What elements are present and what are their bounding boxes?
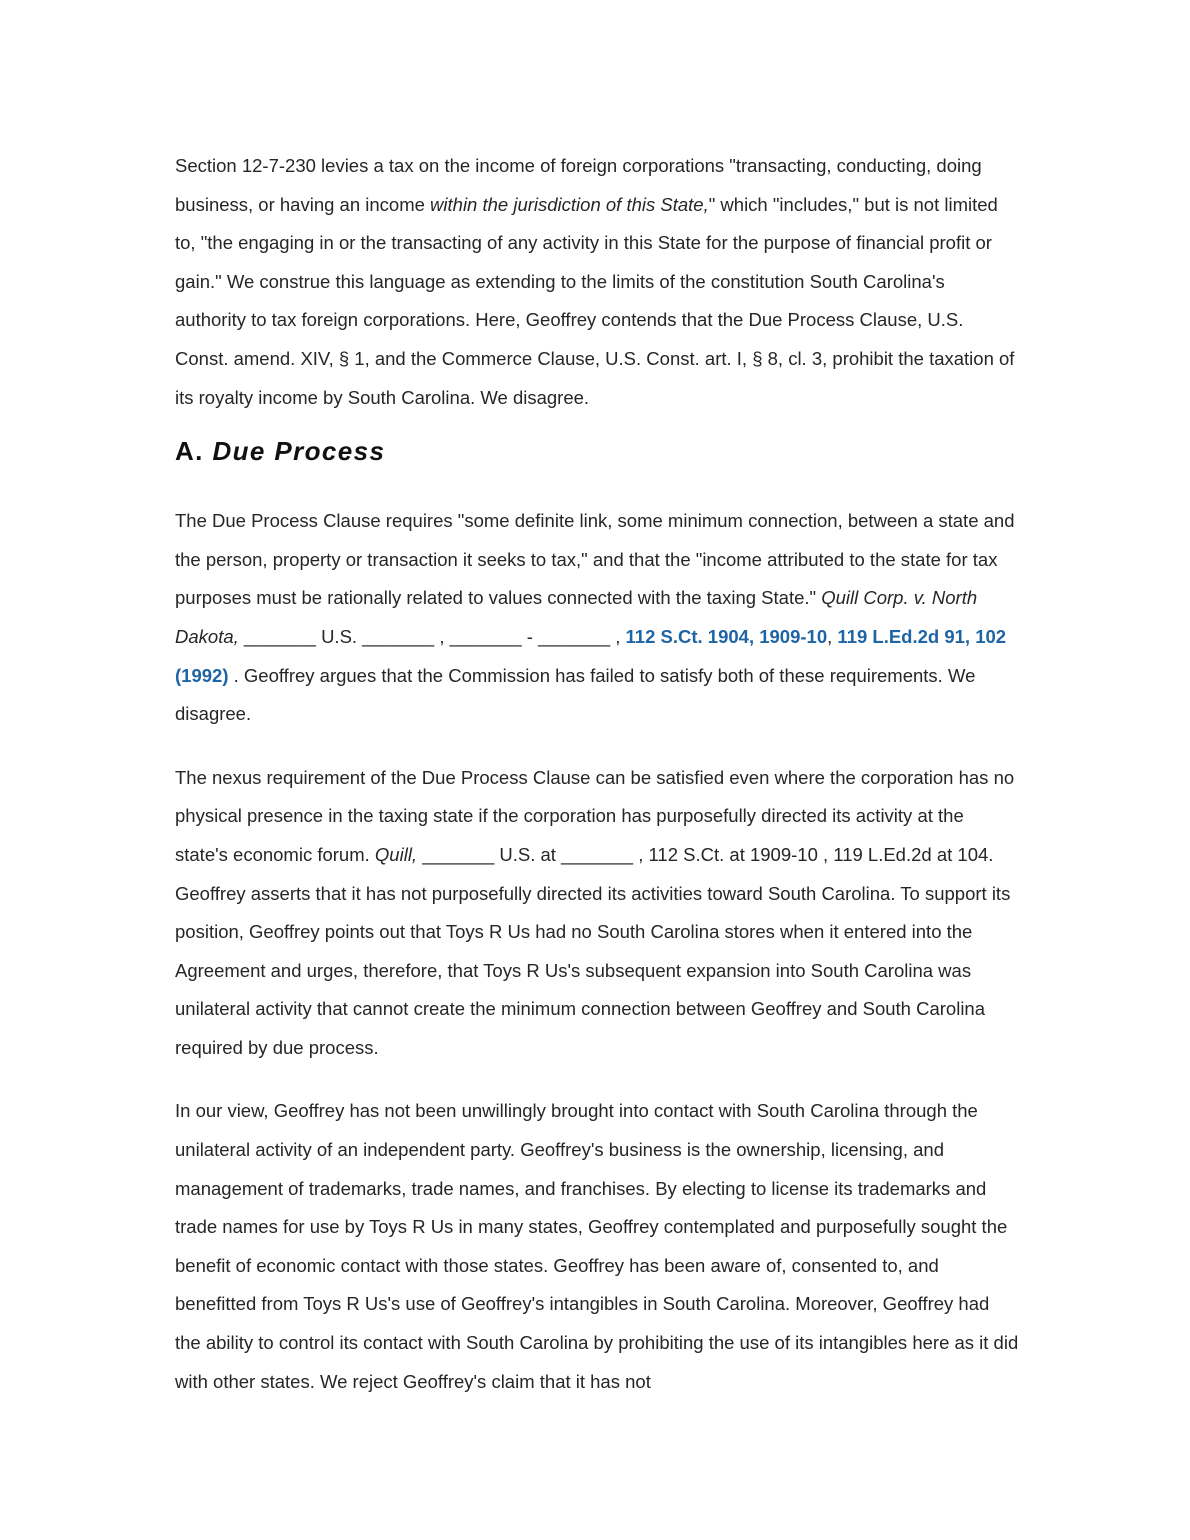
paragraph-text: _______ U.S. at _______ , 112 S.Ct. at 1909-10 , 119 L.Ed.2d at 104. Geoffrey asserts that it has not purposefully directed its activities toward South Carolina. To support its position, Geoffrey points out that Toys R Us had no South Carolina stores when it entered into the Agreement and urges, therefore, that Toys R Us's subsequent expansion into South Carolina was unilateral activity that cannot create the minimum connection between Geoffrey and South Carolina required by due process.	[175, 843, 1011, 1058]
citation-separator: ,	[827, 625, 838, 647]
paragraph-due-process-clause	[175, 502, 1020, 734]
paragraph-our-view	[175, 1092, 1020, 1401]
citation-link-sct[interactable]: 112 S.Ct. 1904, 1909-10	[625, 625, 828, 647]
section-heading-due-process	[175, 431, 1020, 471]
citation-blanks: _______ U.S. _______ , _______ - _______ ,	[238, 625, 626, 647]
paragraph-text: In our view, Geoffrey has not been unwillingly brought into contact with South Carolina through the unilateral activity of an independent party. Geoffrey's business is the ownership, licensing, and management of trademarks, trade names, and franchises. By electing to license its trademarks and trade names for use by Toys R Us in many states, Geoffrey contemplated and purposefully sought the benefit of economic contact with those states. Geoffrey has been aware of, consented to, and benefitted from Toys R Us's use of Geoffrey's intangibles in South Carolina. Moreover, Geoffrey had the ability to control its contact with South Carolina by prohibiting the use of its intangibles here as it did with other states. We reject Geoffrey's claim that it has not	[175, 1100, 1019, 1392]
heading-prefix: A.	[175, 436, 213, 467]
paragraph-text: " which "includes," but is not limited to, "the engaging in or the transacting of any activity in this State for the purpose of financial profit or gain." We construe this language as extending to the limits of the constitution South Carolina's authority to tax foreign corporations. Here, Geoffrey contends that the Due Process Clause, U.S. Const. amend. XIV, § 1, and the Commerce Clause, U.S. Const. art. I, § 8, cl. 3, prohibit the taxation of its royalty income by South Carolina. We disagree.	[175, 193, 1015, 408]
case-name: Quill Corp. v. North Dakota,	[175, 587, 978, 647]
paragraph-text: The nexus requirement of the Due Process Clause can be satisfied even where the corporation has no physical presence in the taxing state if the corporation has purposefully directed its activity at the state's economic forum.	[175, 766, 1015, 865]
italic-phrase: within the jurisdiction of this State,	[430, 193, 709, 215]
paragraph-nexus-requirement	[175, 759, 1020, 1068]
paragraph-text: . Geoffrey argues that the Commission has failed to satisfy both of these requirements. We disagree.	[175, 664, 976, 725]
paragraph-text: The Due Process Clause requires "some definite link, some minimum connection, between a state and the person, property or transaction it seeks to tax," and that the "income attributed to the state for tax purposes must be rationally related to values connected with the taxing State."	[175, 510, 1015, 609]
paragraph-section-12-7-230	[175, 147, 1020, 417]
citation-link-led[interactable]: 119 L.Ed.2d 91, 102 (1992)	[175, 625, 1007, 686]
document-page	[175, 147, 1020, 1401]
paragraph-text: Section 12-7-230 levies a tax on the income of foreign corporations "transacting, conducting, doing business, or having an income	[175, 155, 982, 215]
case-name: Quill,	[374, 843, 418, 865]
heading-title: Due Process	[212, 436, 386, 467]
